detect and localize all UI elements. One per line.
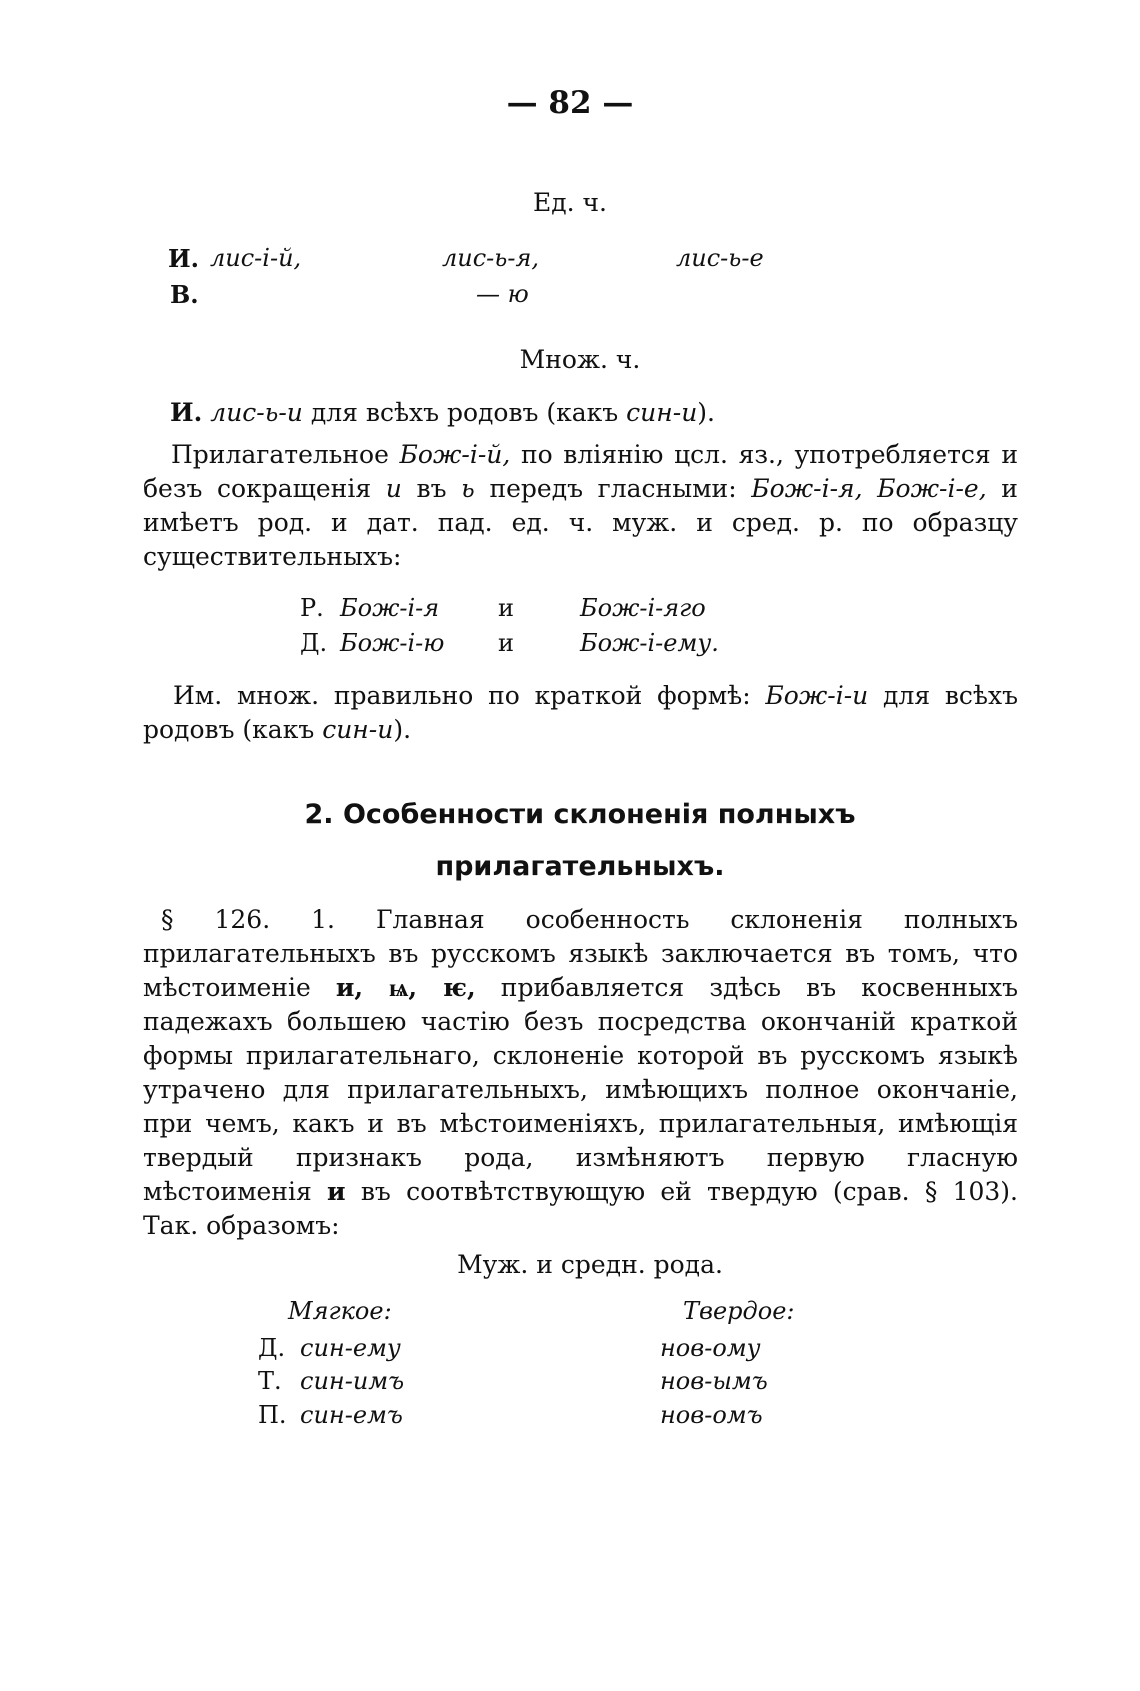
plural-heading: Множ. ч. xyxy=(519,345,641,374)
table-form: Бож-і-яго xyxy=(580,594,706,622)
text-run: Им. множ. правильно по краткой формѣ: xyxy=(173,681,751,710)
form-fem-accusative: — ю xyxy=(476,280,529,308)
example-word: Бож-і-и xyxy=(765,681,869,710)
text-run: въ xyxy=(416,474,447,503)
paragraph-bozhij xyxy=(143,438,1018,574)
hard-form: нов-ымъ xyxy=(660,1367,768,1395)
hard-column-header: Твердое: xyxy=(683,1297,795,1325)
plural-text: для всѣхъ родовъ (какъ xyxy=(310,398,619,427)
form-fem: лис-ь-я, xyxy=(442,244,539,272)
hard-form: нов-ому xyxy=(660,1334,761,1362)
soft-form: син-ему xyxy=(300,1334,401,1362)
plural-example: син-и xyxy=(626,398,698,427)
paragraph-nominative-plural xyxy=(143,679,1018,747)
table-case: Т. xyxy=(258,1367,282,1395)
text-run: для всѣхъ родовъ (какъ xyxy=(143,681,1019,744)
table-conj: и xyxy=(498,629,514,657)
form-masc: лис-і-й, xyxy=(210,244,302,272)
table-case: Д. xyxy=(258,1334,286,1362)
table-form: Бож-і-ю xyxy=(340,629,445,657)
pronoun-forms: и, ѩ, ѥ, xyxy=(335,973,476,1002)
text-run: по вліянію цсл. яз., употребляется и безъ сокращенія xyxy=(143,440,1018,503)
pronoun-letter: и xyxy=(327,1177,346,1206)
soft-form: син-емъ xyxy=(300,1401,403,1429)
section-title: 2. Особенности склоненія полныхъ прилагательныхъ. xyxy=(304,799,856,882)
form-neut: лис-ь-е xyxy=(676,244,764,272)
hard-form: нов-омъ xyxy=(660,1401,763,1429)
example-word: Бож-і-й, xyxy=(399,440,511,469)
table-conj: и xyxy=(498,594,514,622)
example-word: син-и xyxy=(322,715,394,744)
example-letter: ь xyxy=(461,474,475,503)
singular-heading: Ед. ч. xyxy=(532,188,607,217)
case-label: И. xyxy=(170,398,203,427)
soft-column-header: Мягкое: xyxy=(288,1297,392,1325)
table-case: Р. xyxy=(300,594,324,622)
paragraph-126 xyxy=(143,903,1018,1243)
page-number: — 82 — xyxy=(506,85,634,121)
example-word: Бож-і-я, Бож-і-е, xyxy=(751,474,987,503)
case-label: И. xyxy=(168,244,200,273)
example-letter: и xyxy=(385,474,402,503)
soft-form: син-имъ xyxy=(300,1367,405,1395)
text-run: Прилагательное xyxy=(171,440,389,469)
text-run: ). xyxy=(393,715,412,744)
table-form: Бож-і-ему. xyxy=(580,629,719,657)
case-label: В. xyxy=(170,280,199,309)
text-run: § 126. 1. Главная особенность склоненія полныхъ прилагательныхъ въ русскомъ языкѣ заключается въ томъ, что мѣстоименіе xyxy=(143,905,1018,1002)
text-run: прибавляется здѣсь въ косвенныхъ падежахъ большею частію безъ посредства окончаній краткой формы прилагательнаго, склоненіе которой въ русскомъ языкѣ утрачено для прилагательныхъ, имѣющихъ полное окончаніе, при чемъ, какъ и въ мѣстоименіяхъ, прилагательныя, имѣющія твердый признакъ рода, измѣняютъ первую гласную мѣстоименія xyxy=(143,973,1018,1206)
table-case: Д. xyxy=(300,629,328,657)
plural-close: ). xyxy=(697,398,715,427)
text-run: въ соотвѣтствующую ей твердую (срав. § 103). Так. образомъ: xyxy=(143,1177,1018,1240)
table-case: П. xyxy=(258,1401,287,1429)
text-run: передъ гласными: xyxy=(489,474,737,503)
table-heading: Муж. и средн. рода. xyxy=(457,1250,723,1279)
text-run: и имѣетъ род. и дат. пад. ед. ч. муж. и сред. р. по образцу существительныхъ: xyxy=(143,474,1018,571)
table-form: Бож-і-я xyxy=(340,594,440,622)
plural-form: лис-ь-и xyxy=(210,398,303,427)
plural-line xyxy=(170,398,715,427)
